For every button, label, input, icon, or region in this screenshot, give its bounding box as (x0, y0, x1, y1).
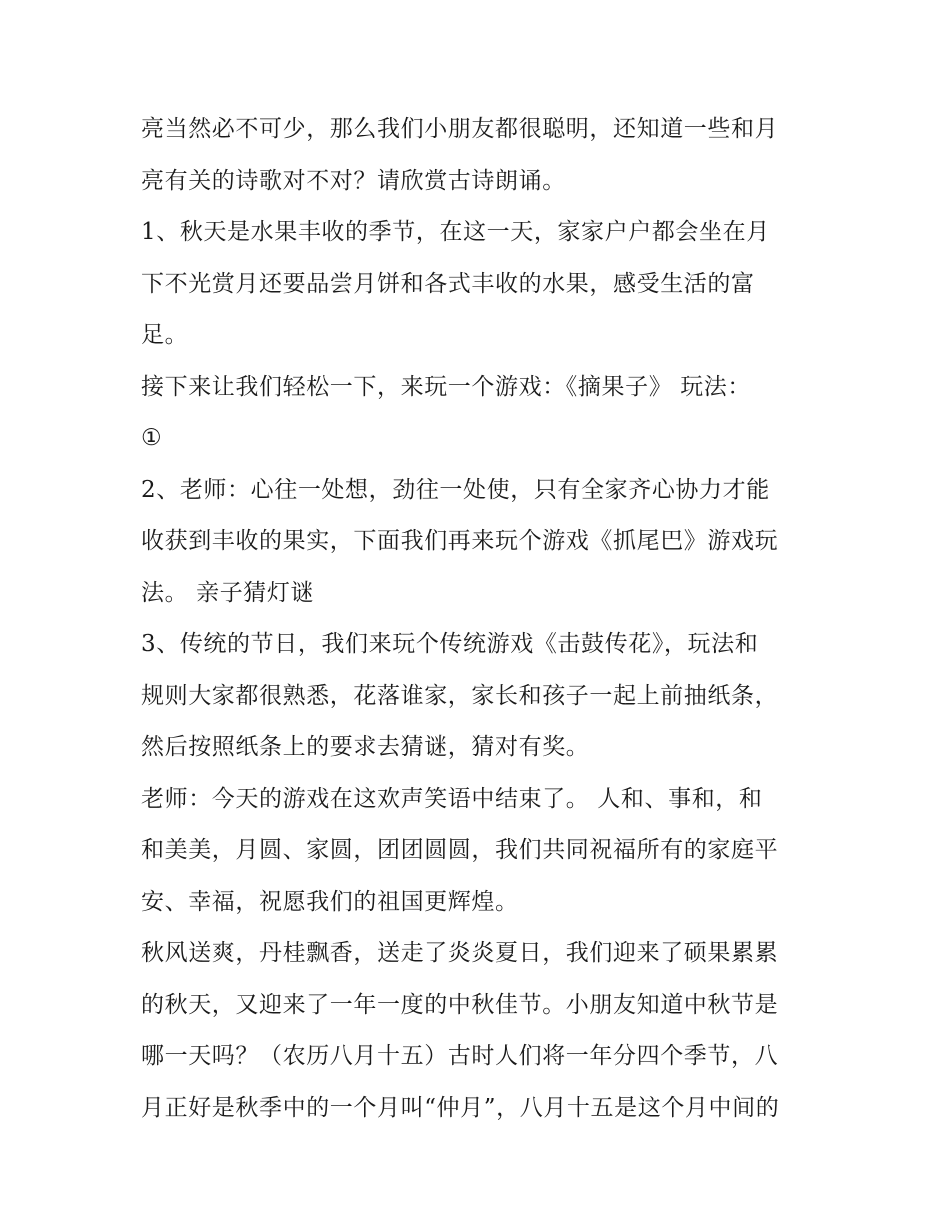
text-line: 1、秋天是水果丰收的季节，在这一天，家家户户都会坐在月 (141, 219, 770, 245)
text-line: 接下来让我们轻松一下，来玩一个游戏：《摘果子》 玩法： (141, 373, 752, 400)
text-line: 收获到丰收的果实，下面我们再来玩个游戏《抓尾巴》游戏玩 (141, 528, 779, 554)
text-line: ① (141, 425, 163, 451)
text-line: 和美美，月圆、家圆，团团圆圆，我们共同祝福所有的家庭平 (141, 837, 779, 863)
text-line: 下不光赏月还要品尝月饼和各式丰收的水果，感受生活的富 (141, 270, 755, 297)
text-line: 足。 (141, 322, 189, 348)
text-line: 规则大家都很熟悉，花落谁家，家长和孩子一起上前抽纸条， (141, 682, 779, 709)
text-line: 哪一天吗？（农历八月十五）古时人们将一年分四个季节，八 (141, 1043, 779, 1069)
text-line: 法。 亲子猜灯谜 (141, 579, 315, 606)
text-line: 然后按照纸条上的要求去猜谜，猜对有奖。 (141, 734, 590, 760)
text-line: 月正好是秋季中的一个月叫“仲月”，八月十五是这个月中间的 (141, 1094, 780, 1121)
text-line: 安、幸福，祝愿我们的祖国更辉煌。 (141, 888, 519, 915)
text-line: 亮有关的诗歌对不对？请欣赏古诗朗诵。 (141, 167, 566, 194)
text-line: 秋风送爽，丹桂飘香，送走了炎炎夏日，我们迎来了硕果累累 (141, 940, 779, 966)
text-line: 亮当然必不可少，那么我们小朋友都很聪明，还知道一些和月 (141, 116, 779, 142)
text-line: 的秋天，又迎来了一年一度的中秋佳节。小朋友知道中秋节是 (141, 991, 779, 1018)
text-line: 2、老师：心往一处想，劲往一处使，只有全家齐心协力才能 (141, 476, 770, 503)
text-line: 老师：今天的游戏在这欢声笑语中结束了。 人和、事和，和 (141, 785, 763, 812)
text-line: 3、传统的节日，我们来玩个传统游戏《击鼓传花》，玩法和 (141, 631, 759, 657)
document-body (141, 104, 821, 1134)
